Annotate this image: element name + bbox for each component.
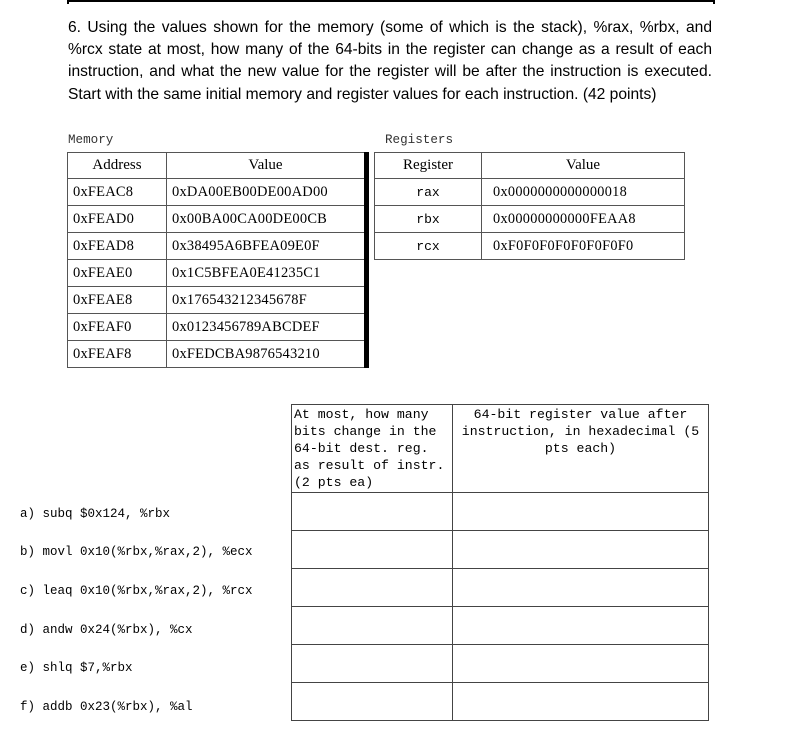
memory-value: 0x00BA00CA00DE00CB [167, 206, 367, 233]
answer-value-e[interactable] [453, 645, 709, 683]
answer-value-c[interactable] [453, 569, 709, 607]
table-row [68, 341, 367, 368]
instruction-a: a) subq $0x124, %rbx [20, 507, 171, 521]
register-name: rcx [375, 233, 482, 260]
answer-bits-a[interactable] [292, 493, 453, 531]
memory-value: 0x176543212345678F [167, 287, 367, 314]
instruction-e: e) shlq $7,%rbx [20, 661, 133, 675]
memory-address: 0xFEAC8 [68, 179, 167, 206]
register-header-value: Value [482, 153, 685, 179]
memory-value: 0xDA00EB00DE00AD00 [167, 179, 367, 206]
answer-bits-c[interactable] [292, 569, 453, 607]
register-name: rbx [375, 206, 482, 233]
instruction-d: d) andw 0x24(%rbx), %cx [20, 623, 193, 637]
memory-address: 0xFEAE8 [68, 287, 167, 314]
table-row [68, 206, 367, 233]
registers-table [374, 152, 685, 260]
memory-address: 0xFEAD8 [68, 233, 167, 260]
memory-value: 0x0123456789ABCDEF [167, 314, 367, 341]
answer-bits-f[interactable] [292, 683, 453, 721]
answer-value-d[interactable] [453, 607, 709, 645]
answer-header-value: 64-bit register value after instruction, in hexadecimal (5 pts each) [453, 405, 709, 493]
table-row [68, 314, 367, 341]
memory-header-address: Address [68, 153, 167, 179]
table-row [68, 233, 367, 260]
instruction-f: f) addb 0x23(%rbx), %al [20, 700, 193, 714]
memory-address: 0xFEAF8 [68, 341, 167, 368]
memory-address: 0xFEAE0 [68, 260, 167, 287]
memory-address: 0xFEAD0 [68, 206, 167, 233]
table-row [68, 260, 367, 287]
answer-bits-d[interactable] [292, 607, 453, 645]
memory-label: Memory [68, 133, 114, 147]
answer-bits-e[interactable] [292, 645, 453, 683]
answer-value-a[interactable] [453, 493, 709, 531]
memory-address: 0xFEAF0 [68, 314, 167, 341]
answer-bits-b[interactable] [292, 531, 453, 569]
register-name: rax [375, 179, 482, 206]
answer-value-b[interactable] [453, 531, 709, 569]
memory-value: 0x1C5BFEA0E41235C1 [167, 260, 367, 287]
memory-value: 0xFEDCBA9876543210 [167, 341, 367, 368]
table-row [375, 233, 685, 260]
page-top-border [67, 0, 715, 4]
instruction-c: c) leaq 0x10(%rbx,%rax,2), %rcx [20, 584, 253, 598]
registers-label: Registers [385, 133, 454, 147]
question-text: 6. Using the values shown for the memory (some of which is the stack), %rax, %rbx, and %rcx state at most, how many of the 64-bits in the register can change as a result of each instruction, and what the new value for the register will be after the instruction is executed. Start with the same initial memory and register values for each instruction. (42 points) [68, 19, 712, 103]
answer-table [291, 404, 709, 721]
register-value: 0xF0F0F0F0F0F0F0F0 [482, 233, 685, 260]
table-row [375, 206, 685, 233]
answer-header-bits: At most, how many bits change in the 64-bit dest. reg. as result of instr. (2 pts ea) [292, 405, 453, 493]
table-row [68, 179, 367, 206]
table-row [375, 179, 685, 206]
answer-value-f[interactable] [453, 683, 709, 721]
memory-value: 0x38495A6BFEA09E0F [167, 233, 367, 260]
register-value: 0x00000000000FEAA8 [482, 206, 685, 233]
memory-table [67, 152, 369, 368]
instruction-b: b) movl 0x10(%rbx,%rax,2), %ecx [20, 545, 253, 559]
register-header-name: Register [375, 153, 482, 179]
register-value: 0x0000000000000018 [482, 179, 685, 206]
memory-header-value: Value [167, 153, 367, 179]
table-row [68, 287, 367, 314]
